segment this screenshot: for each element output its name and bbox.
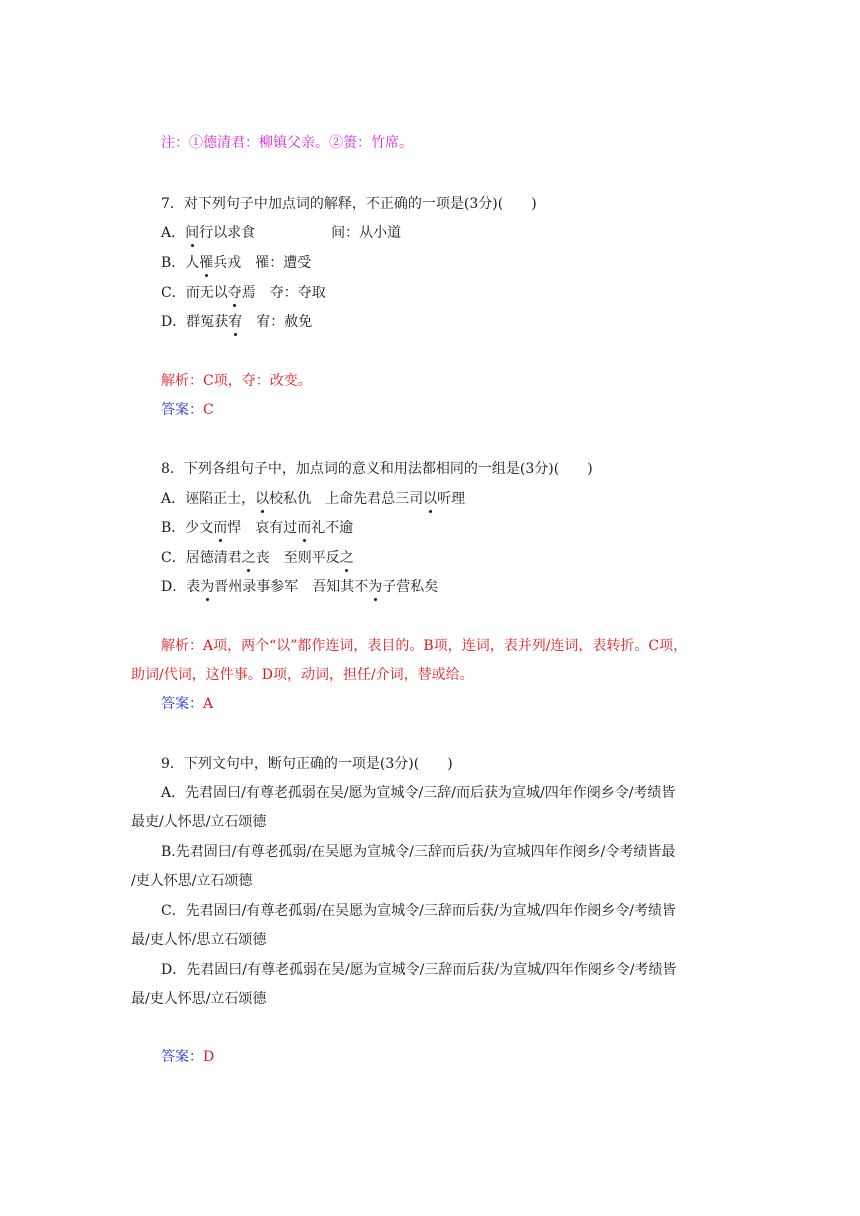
q8-d-dotted-word-1: 为: [200, 579, 215, 595]
q8-answer-value: A: [203, 696, 214, 712]
q9-option-c-line-1: C．先君固曰/有尊老孤弱/在吴愿为宣城令/三辞而后获/为宣城/四年作阌乡令/考绩皆: [161, 903, 677, 919]
q8-c-dotted-word-2: 之: [339, 550, 354, 566]
q7-c-gloss: 夺：夺取: [269, 285, 326, 301]
q7-a-prefix: A．: [161, 225, 186, 241]
q7-option-a: [161, 223, 401, 243]
q7-stem: 7．对下列句子中加点词的解释，不正确的一项是(3分)( ): [161, 196, 537, 212]
q7-d-prefix: D．群冤获: [161, 314, 229, 330]
q7-d-gloss: 宥：赦免: [256, 314, 313, 330]
q8-answer-label: 答案：: [161, 696, 203, 712]
q9-option-d-line-1: D．先君固曰/有尊老孤弱在吴/愿为宣城令/三辞而后获/为宣城/四年作阌乡令/考绩皆: [161, 962, 677, 978]
q7-option-b: [161, 253, 311, 273]
q7-analysis-label: 解析：: [161, 373, 203, 389]
q7-option-d: [161, 312, 312, 332]
q8-b-dotted-word-2: 而: [297, 520, 312, 536]
q7-c-prefix: C．而无以: [161, 285, 228, 301]
q8-a-text-1: A．诬陷正士，: [161, 491, 256, 507]
q8-a-dotted-word-1: 以: [255, 491, 270, 507]
q9-option-c-line-2: 最/吏人怀/思立石颂德: [131, 932, 267, 948]
q7-c-dotted-word: 夺: [227, 285, 242, 301]
footnote: 注：①德清君：柳镇父亲。②箦：竹席。: [161, 135, 413, 151]
q8-option-a: [161, 489, 465, 509]
q8-analysis-text-1: A项，两个“以”都作连词，表目的。B项，连词，表并列/连词，表转折。C项，: [203, 638, 688, 654]
q8-b-text-2: 悍 哀有过: [227, 520, 298, 536]
q7-answer-label: 答案：: [161, 402, 203, 418]
q7-analysis: [161, 371, 312, 391]
q8-b-text-1: B．少文: [161, 520, 214, 536]
q8-option-d: [161, 577, 438, 597]
q7-analysis-text: C项，夺：改变。: [203, 373, 312, 389]
q7-d-dotted-word: 宥: [228, 314, 243, 330]
q8-d-text-2: 晋州录事参军 吾知其不: [214, 579, 369, 595]
q8-d-text-3: 子营私矣: [382, 579, 439, 595]
q8-c-text-1: C．居德清君: [161, 550, 242, 566]
q7-a-text: 行以求食: [199, 225, 256, 241]
q8-a-text-2: 校私仇 上命先君总三司: [269, 491, 424, 507]
q7-a-dotted-word: 间: [185, 225, 200, 241]
q8-d-dotted-word-2: 为: [368, 579, 383, 595]
q8-c-dotted-word-1: 之: [241, 550, 256, 566]
q8-answer: [161, 694, 213, 714]
q8-option-c: [161, 548, 354, 568]
q7-answer: [161, 400, 214, 420]
q9-option-a-line-1: A．先君固曰/有尊老孤弱在吴/愿为宣城令/三辞/而后获为宣城/四年作阌乡令/考绩皆: [161, 785, 676, 801]
q8-d-text-1: D．表: [161, 579, 201, 595]
q8-b-dotted-word-1: 而: [213, 520, 228, 536]
q9-answer-value: D: [203, 1049, 215, 1065]
q8-b-text-3: 礼不逾: [311, 520, 354, 536]
q7-b-prefix: B．人: [161, 255, 200, 271]
q7-a-gloss: 间：从小道: [331, 225, 402, 241]
q8-analysis-label: 解析：: [161, 638, 203, 654]
q8-option-b: [161, 518, 353, 538]
q7-b-dotted-word: 罹: [199, 255, 214, 271]
q8-a-dotted-word-2: 以: [423, 491, 438, 507]
q8-stem: 8．下列各组句子中，加点词的意义和用法都相同的一组是(3分)( ): [161, 461, 593, 477]
q9-option-b-line-2: /吏人怀思/立石颂德: [131, 873, 253, 889]
q9-answer: [161, 1047, 214, 1067]
q8-analysis-line-1: [161, 636, 687, 656]
q8-a-text-3: 听理: [437, 491, 466, 507]
q9-option-a-line-2: 最吏/人怀思/立石颂德: [131, 814, 267, 830]
q9-answer-label: 答案：: [161, 1049, 203, 1065]
q8-analysis-line-2: 助词/代词，这件事。D项，动词，担任/介词，替或给。: [131, 667, 474, 683]
q9-option-d-line-2: 最/吏人怀思/立石颂德: [131, 991, 267, 1007]
q8-c-text-2: 丧 至则平反: [255, 550, 340, 566]
q9-stem: 9．下列文句中，断句正确的一项是(3分)( ): [161, 756, 453, 772]
q9-option-b-line-1: B.先君固曰/有尊老孤弱/在吴愿为宣城令/三辞而后获/为宣城四年作阌乡/令考绩皆最: [161, 844, 676, 860]
q7-option-c: [161, 283, 326, 303]
q7-b-gloss: 罹：遭受: [255, 255, 312, 271]
q7-b-text: 兵戎: [213, 255, 242, 271]
q7-answer-value: C: [203, 402, 214, 418]
q7-c-text: 焉: [241, 285, 256, 301]
